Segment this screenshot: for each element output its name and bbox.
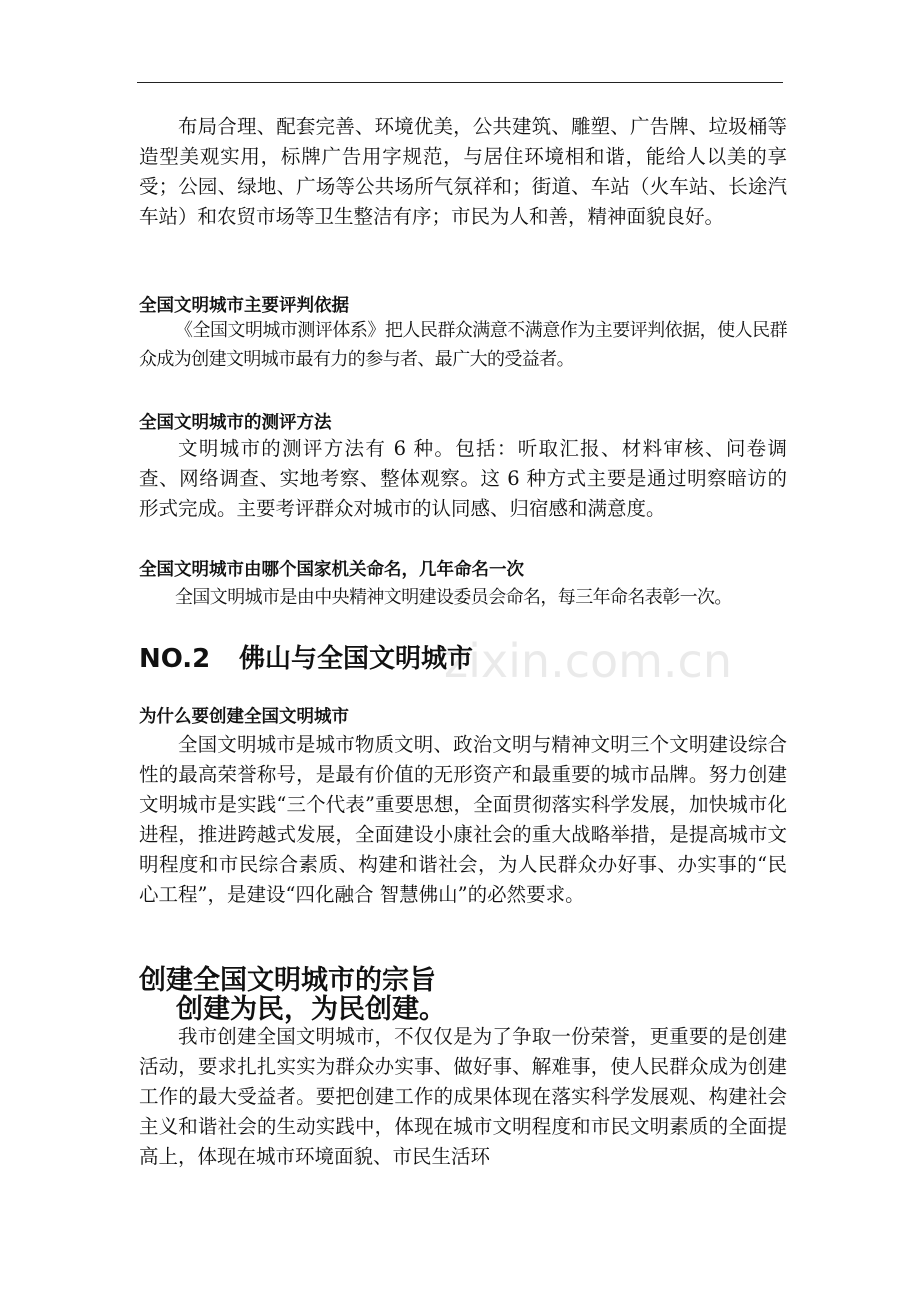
purpose-slogan: 创建为民，为民创建。	[176, 994, 446, 1025]
heading-why-create: 为什么要创建全国文明城市	[139, 707, 349, 727]
section-title-no2	[139, 638, 473, 675]
header-rule	[137, 82, 783, 83]
heading-evaluation-basis: 全国文明城市主要评判依据	[139, 296, 349, 316]
body-naming-authority: 全国文明城市是由中央精神文明建设委员会命名，每三年命名表彰一次。	[175, 587, 732, 608]
body-purpose: 我市创建全国文明城市，不仅仅是为了争取一份荣誉，更重要的是创建活动，要求扎扎实实为群众办实事、做好事、解难事，使人民群众成为创建工作的最大受益者。要把创建工作的成果体现在落实科学发展观、构建社会主义和谐社会的生动实践中，体现在城市文明程度和市民文明素质的全面提高上，体现在城市环境面貌、市民生活环	[139, 1025, 787, 1168]
watermark: zixin.com.cn	[443, 634, 733, 688]
body-why-create: 全国文明城市是城市物质文明、政治文明与精神文明三个文明建设综合性的最高荣誉称号，是最有价值的无形资产和最重要的城市品牌。努力创建文明城市是实践“三个代表”重要思想，全面贯彻落实科学发展，加快城市化进程，推进跨越式发展，全面建设小康社会的重大战略举措，是提高城市文明程度和市民综合素质、构建和谐社会，为人民群众办好事、办实事的“民心工程”，是建设“四化融合 智慧佛山”的必然要求。	[139, 733, 787, 906]
heading-purpose: 创建全国文明城市的宗旨	[139, 965, 436, 996]
heading-naming-authority: 全国文明城市由哪个国家机关命名，几年命名一次	[139, 560, 524, 580]
heading-evaluation-method: 全国文明城市的测评方法	[139, 413, 332, 433]
section-number: NO.2	[139, 644, 211, 674]
intro-paragraph: 布局合理、配套完善、环境优美，公共建筑、雕塑、广告牌、垃圾桶等造型美观实用，标牌广告用字规范，与居住环境相和谐，能给人以美的享受；公园、绿地、广场等公共场所气氛祥和；街道、车站（火车站、长途汽车站）和农贸市场等卫生整洁有序；市民为人和善，精神面貌良好。	[139, 115, 787, 228]
body-evaluation-method: 文明城市的测评方法有 6 种。包括：听取汇报、材料审核、问卷调查、网络调查、实地考察、整体观察。这 6 种方式主要是通过明察暗访的形式完成。主要考评群众对城市的认同感、归宿感和满意度。	[139, 437, 787, 520]
body-evaluation-basis: 《全国文明城市测评体系》把人民群众满意不满意作为主要评判依据，使人民群众成为创建文明城市最有力的参与者、最广大的受益者。	[139, 320, 787, 370]
section-title: 佛山与全国文明城市	[239, 644, 474, 674]
